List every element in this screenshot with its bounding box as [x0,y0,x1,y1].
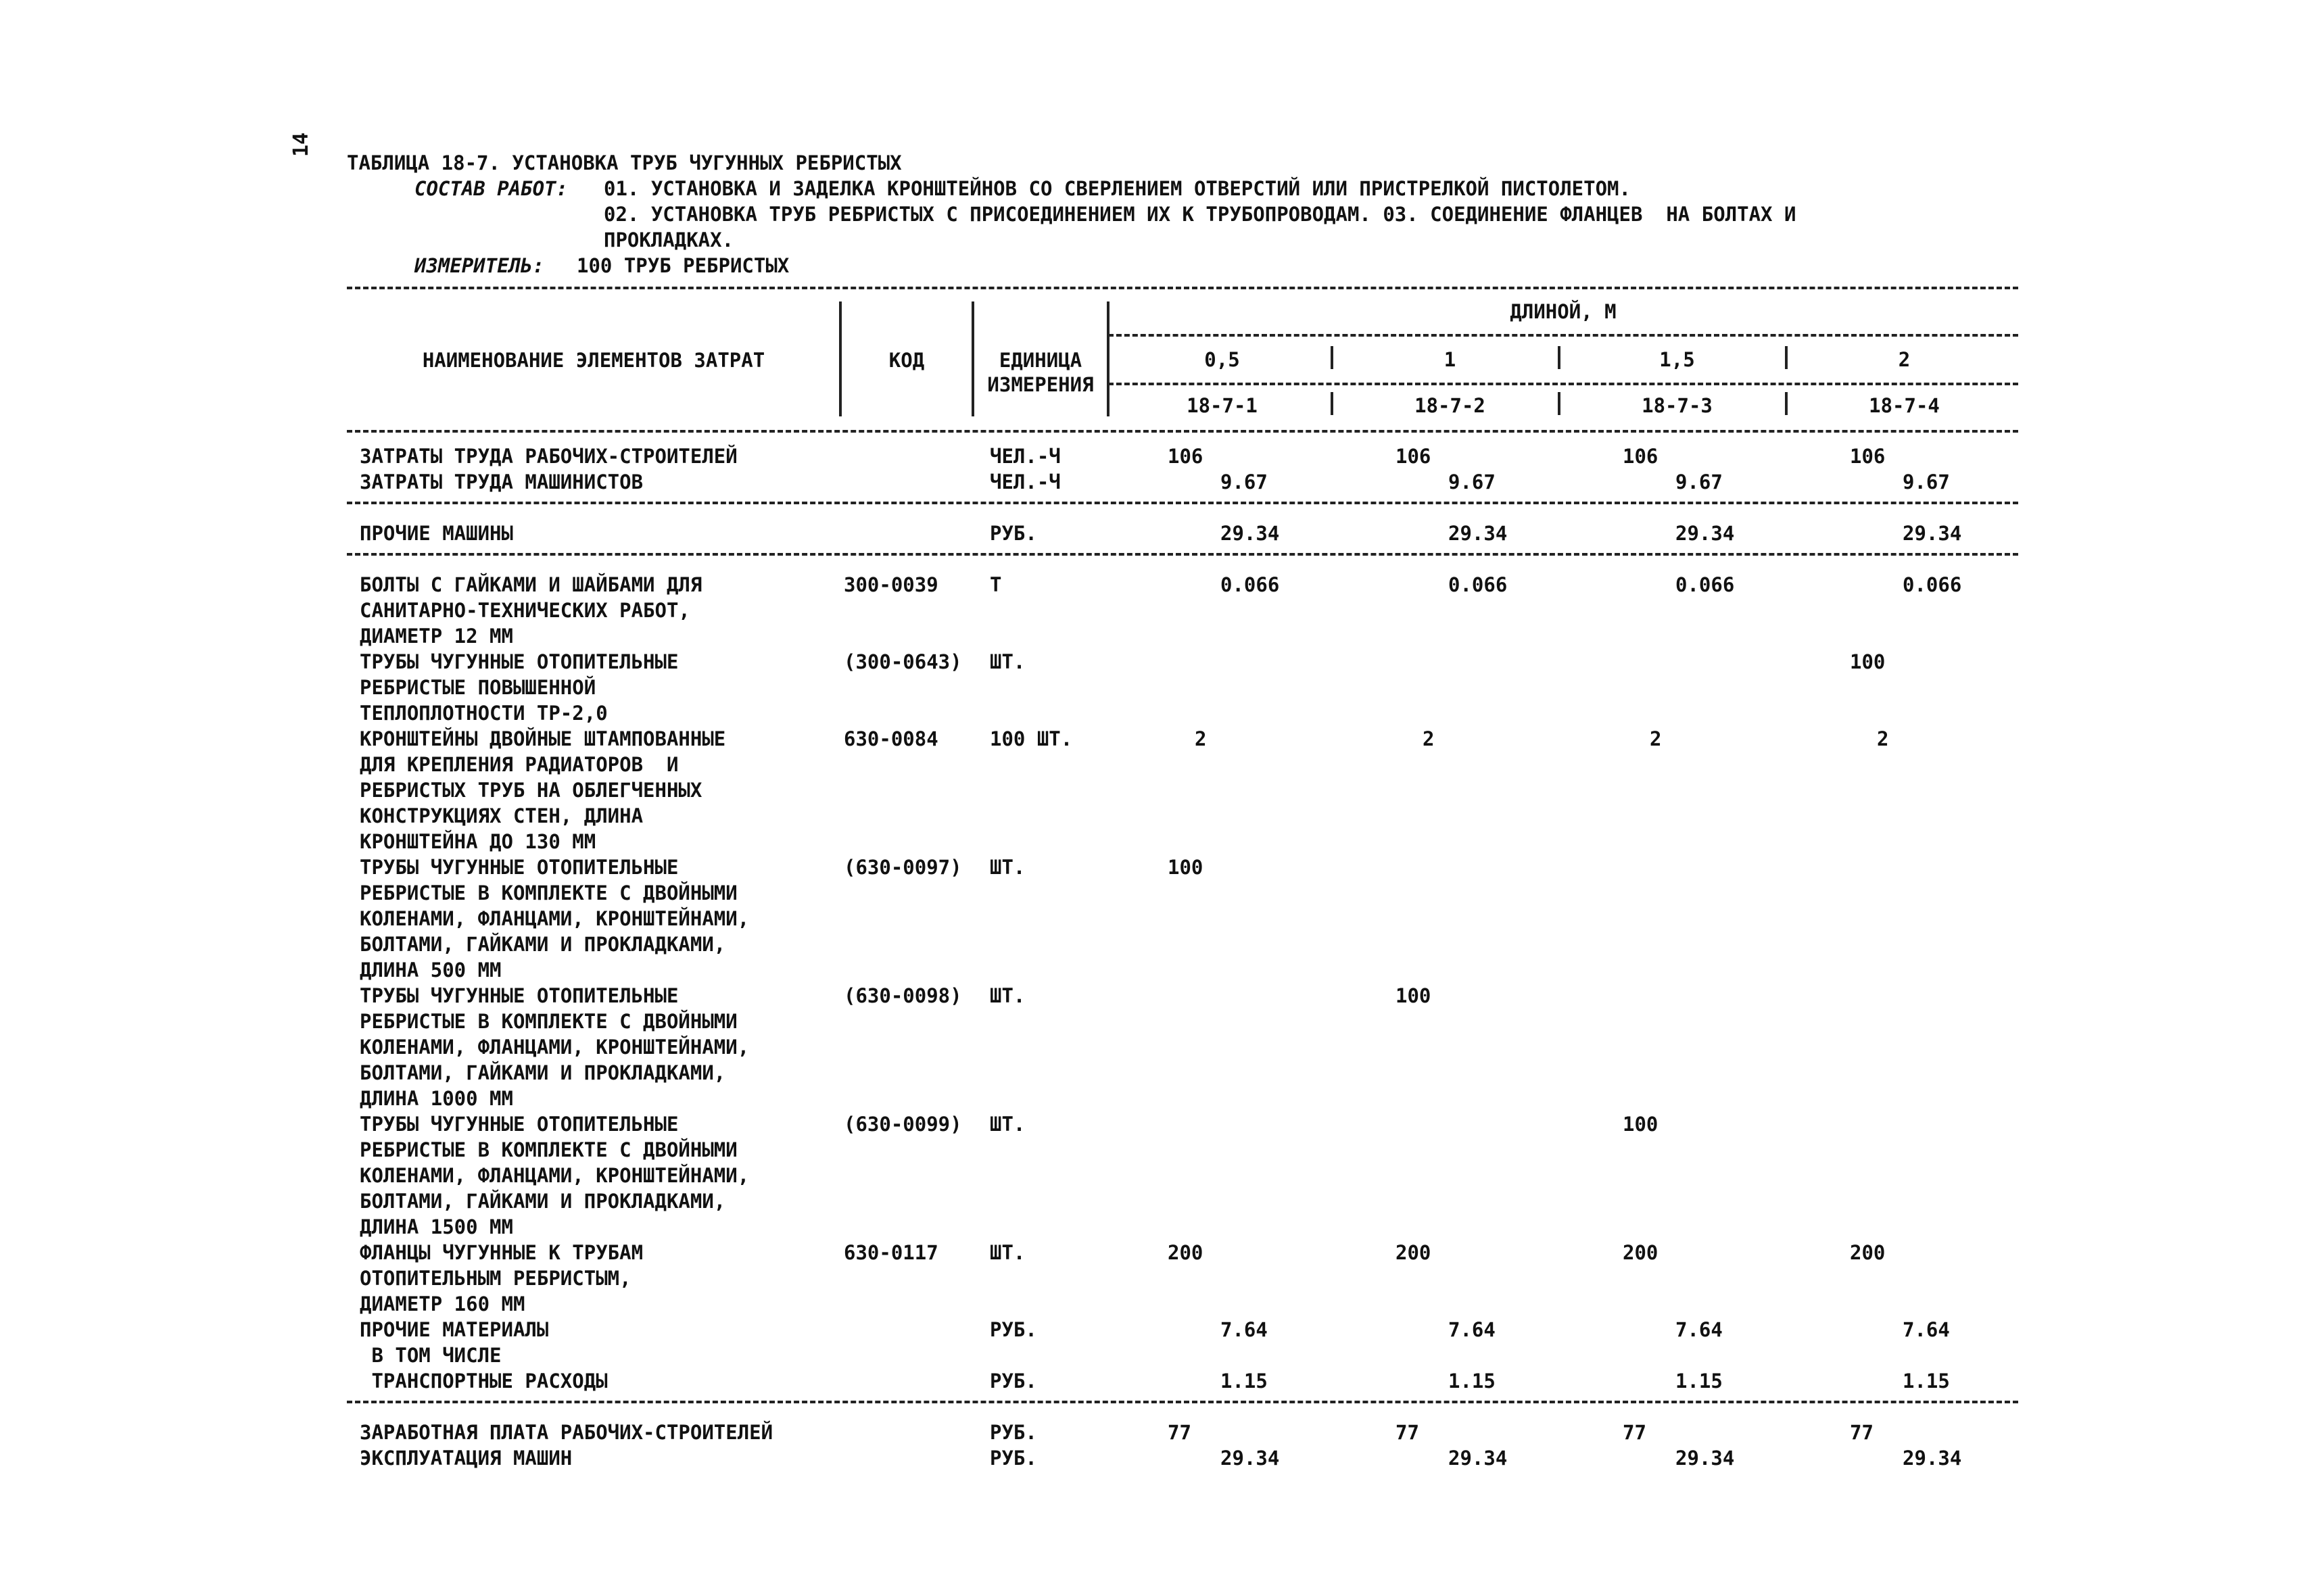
row-name-line: КРОНШТЕЙНА ДО 130 ММ [360,830,596,853]
row-name-line: ЗАРАБОТНАЯ ПЛАТА РАБОЧИХ-СТРОИТЕЛЕЙ [360,1421,773,1444]
row-unit: ШТ. [990,856,1026,879]
section-rule [347,1401,2018,1403]
row-value: 106 [1395,445,1431,468]
length-divider [1785,346,1788,369]
row-name-line: РЕБРИСТЫЕ В КОМПЛЕКТЕ С ДВОЙНЫМИ [360,1010,738,1033]
row-code: (630-0098) [844,984,962,1007]
col-header-code-number: 18-7-1 [1187,394,1258,417]
col-header-unit-2: ИЗМЕРЕНИЯ [987,373,1094,396]
row-value: 29.34 [1448,1447,1508,1470]
row-value: 0.066 [1675,573,1735,596]
row-value: 9.67 [1675,470,1723,493]
row-name-line: ДЛИНА 1000 ММ [360,1087,513,1110]
row-value: 1.15 [1220,1370,1268,1393]
row-value: 106 [1850,445,1886,468]
work-line-2: 02. УСТАНОВКА ТРУБ РЕБРИСТЫХ С ПРИСОЕДИНЕНИЕМ ИХ К ТРУБОПРОВОДАМ. 03. СОЕДИНЕНИЕ ФЛАНЦЕВ НА БОЛТАХ И [604,203,1796,226]
row-value: 9.67 [1220,470,1268,493]
row-name-line: ДЛИНА 1500 ММ [360,1215,513,1238]
row-unit: 100 ШТ. [990,727,1073,750]
length-divider [1331,346,1333,369]
row-value: 106 [1623,445,1658,468]
row-value: 1.15 [1675,1370,1723,1393]
row-name-line: РЕБРИСТЫЕ ПОВЫШЕННОЙ [360,676,596,699]
row-value: 77 [1395,1421,1419,1444]
row-name-line: КРОНШТЕЙНЫ ДВОЙНЫЕ ШТАМПОВАННЫЕ [360,727,726,750]
row-value: 29.34 [1220,1447,1280,1470]
row-value: 106 [1168,445,1203,468]
row-value: 29.34 [1675,522,1735,545]
row-value: 77 [1850,1421,1874,1444]
row-value: 200 [1395,1241,1431,1264]
col-header-code-number: 18-7-2 [1414,394,1485,417]
row-value: 2 [1195,727,1207,750]
row-name-line: КОЛЕНАМИ, ФЛАНЦАМИ, КРОНШТЕЙНАМИ, [360,1164,750,1187]
row-name-line: ДИАМЕТР 160 ММ [360,1292,525,1315]
work-line-3: ПРОКЛАДКАХ. [604,228,734,251]
divider-name-code [839,301,842,416]
row-name-line: БОЛТАМИ, ГАЙКАМИ И ПРОКЛАДКАМИ, [360,1061,726,1084]
length-divider [1558,392,1560,415]
row-name-line: ФЛАНЦЫ ЧУГУННЫЕ К ТРУБАМ [360,1241,644,1264]
row-name-line: САНИТАРНО-ТЕХНИЧЕСКИХ РАБОТ, [360,599,690,622]
row-value: 29.34 [1220,522,1280,545]
row-name-line: КОНСТРУКЦИЯХ СТЕН, ДЛИНА [360,804,644,827]
col-header-length: 1 [1443,348,1456,371]
row-value: 200 [1850,1241,1886,1264]
row-name-line: БОЛТАМИ, ГАЙКАМИ И ПРОКЛАДКАМИ, [360,933,726,956]
col-header-code: КОД [888,349,925,372]
row-code: (630-0097) [844,856,962,879]
row-value: 100 [1623,1113,1658,1136]
length-divider [1558,346,1560,369]
row-value: 100 [1168,856,1203,879]
row-name-line: ТЕПЛОПЛОТНОСТИ ТР-2,0 [360,702,608,725]
header-bottom-rule [347,430,2018,433]
row-value: 2 [1650,727,1662,750]
row-name-line: ТРАНСПОРТНЫЕ РАСХОДЫ [360,1370,608,1393]
row-value: 200 [1623,1241,1658,1264]
length-divider [1331,392,1333,415]
row-value: 7.64 [1448,1318,1496,1341]
row-value: 2 [1877,727,1889,750]
row-unit: ШТ. [990,1241,1026,1264]
col-header-length: 1,5 [1659,348,1695,371]
row-name-line: ТРУБЫ ЧУГУННЫЕ ОТОПИТЕЛЬНЫЕ [360,650,679,673]
col-header-length: 0,5 [1204,348,1240,371]
row-name-line: РЕБРИСТЫХ ТРУБ НА ОБЛЕГЧЕННЫХ [360,779,702,802]
work-label: СОСТАВ РАБОТ: [414,177,568,200]
row-name-line: ПРОЧИЕ МАТЕРИАЛЫ [360,1318,549,1341]
row-unit: ШТ. [990,650,1026,673]
row-value: 77 [1168,1421,1191,1444]
meter-value: 100 ТРУБ РЕБРИСТЫХ [577,254,790,277]
table-top-rule [347,287,2018,289]
row-code: 630-0084 [844,727,938,750]
row-name-line: ПРОЧИЕ МАШИНЫ [360,522,513,545]
row-unit: РУБ. [990,1318,1037,1341]
row-unit: РУБ. [990,522,1037,545]
col-header-code-number: 18-7-4 [1869,394,1940,417]
row-code: 300-0039 [844,573,938,596]
table-title: ТАБЛИЦА 18-7. УСТАНОВКА ТРУБ ЧУГУННЫХ РЕБРИСТЫХ [347,151,902,174]
row-name-line: КОЛЕНАМИ, ФЛАНЦАМИ, КРОНШТЕЙНАМИ, [360,1036,750,1059]
row-name-line: РЕБРИСТЫЕ В КОМПЛЕКТЕ С ДВОЙНЫМИ [360,1138,738,1161]
row-name-line: ТРУБЫ ЧУГУННЫЕ ОТОПИТЕЛЬНЫЕ [360,1113,679,1136]
row-unit: Т [990,573,1002,596]
row-value: 100 [1395,984,1431,1007]
row-name-line: ДЛИНА 500 ММ [360,959,502,982]
row-name-line: БОЛТАМИ, ГАЙКАМИ И ПРОКЛАДКАМИ, [360,1190,726,1213]
row-code: (300-0643) [844,650,962,673]
row-unit: РУБ. [990,1447,1037,1470]
row-value: 2 [1423,727,1435,750]
row-value: 7.64 [1903,1318,1950,1341]
row-name-line: ДИАМЕТР 12 ММ [360,625,513,648]
row-value: 0.066 [1903,573,1962,596]
row-name-line: ЗАТРАТЫ ТРУДА МАШИНИСТОВ [360,470,644,493]
row-unit: РУБ. [990,1421,1037,1444]
row-name-line: ТРУБЫ ЧУГУННЫЕ ОТОПИТЕЛЬНЫЕ [360,856,679,879]
row-name-line: ЗАТРАТЫ ТРУДА РАБОЧИХ-СТРОИТЕЛЕЙ [360,445,738,468]
row-value: 29.34 [1903,1447,1962,1470]
col-header-code-number: 18-7-3 [1642,394,1713,417]
row-unit: ШТ. [990,1113,1026,1136]
meter-label: ИЗМЕРИТЕЛЬ: [414,254,545,277]
row-name-line: РЕБРИСТЫЕ В КОМПЛЕКТЕ С ДВОЙНЫМИ [360,881,738,904]
row-unit: ЧЕЛ.-Ч [990,445,1061,468]
col-header-group: ДЛИНОЙ, М [1510,300,1617,323]
row-code: (630-0099) [844,1113,962,1136]
row-name-line: ЭКСПЛУАТАЦИЯ МАШИН [360,1447,573,1470]
row-name-line: ДЛЯ КРЕПЛЕНИЯ РАДИАТОРОВ И [360,753,679,776]
row-unit: ШТ. [990,984,1026,1007]
row-value: 29.34 [1675,1447,1735,1470]
row-value: 100 [1850,650,1886,673]
row-value: 9.67 [1448,470,1496,493]
row-value: 7.64 [1675,1318,1723,1341]
row-name-line: БОЛТЫ С ГАЙКАМИ И ШАЙБАМИ ДЛЯ [360,573,702,596]
row-unit: РУБ. [990,1370,1037,1393]
section-rule [347,553,2018,556]
row-value: 29.34 [1448,522,1508,545]
section-rule [347,502,2018,504]
length-code-rule [1108,383,2018,385]
col-header-length: 2 [1898,348,1911,371]
col-header-unit-1: ЕДИНИЦА [999,349,1082,372]
page-number: 14 [289,132,313,157]
row-name-line: В ТОМ ЧИСЛЕ [360,1344,502,1367]
row-value: 0.066 [1448,573,1508,596]
row-value: 1.15 [1903,1370,1950,1393]
row-value: 1.15 [1448,1370,1496,1393]
row-value: 77 [1623,1421,1646,1444]
row-name-line: ОТОПИТЕЛЬНЫМ РЕБРИСТЫМ, [360,1267,631,1290]
length-divider [1785,392,1788,415]
row-value: 0.066 [1220,573,1280,596]
divider-code-unit [972,301,974,416]
row-unit: ЧЕЛ.-Ч [990,470,1061,493]
work-line-1: 01. УСТАНОВКА И ЗАДЕЛКА КРОНШТЕЙНОВ СО СВЕРЛЕНИЕМ ОТВЕРСТИЙ ИЛИ ПРИСТРЕЛКОЙ ПИСТОЛЕТОМ. [604,177,1631,200]
group-rule [1108,334,2018,337]
col-header-name: НАИМЕНОВАНИЕ ЭЛЕМЕНТОВ ЗАТРАТ [422,349,765,372]
row-value: 29.34 [1903,522,1962,545]
row-value: 7.64 [1220,1318,1268,1341]
row-name-line: КОЛЕНАМИ, ФЛАНЦАМИ, КРОНШТЕЙНАМИ, [360,907,750,930]
row-name-line: ТРУБЫ ЧУГУННЫЕ ОТОПИТЕЛЬНЫЕ [360,984,679,1007]
row-value: 200 [1168,1241,1203,1264]
row-code: 630-0117 [844,1241,938,1264]
row-value: 9.67 [1903,470,1950,493]
